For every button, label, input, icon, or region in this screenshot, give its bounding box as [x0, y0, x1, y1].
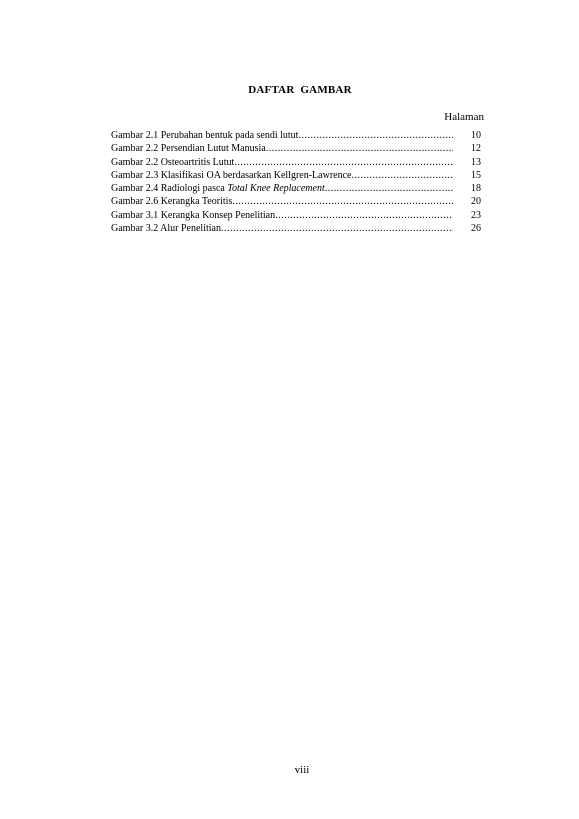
toc-entry-text: Gambar 3.1 Kerangka Konsep Penelitian [111, 209, 276, 221]
page-column-header: Halaman [444, 111, 484, 123]
toc-entry-label [111, 182, 325, 195]
toc-entry-left [111, 156, 453, 169]
list-of-figures [111, 129, 485, 235]
toc-entry[interactable] [111, 156, 485, 169]
page-title: DAFTAR GAMBAR [248, 84, 352, 96]
page-number: viii [294, 764, 310, 776]
toc-entry-left [111, 222, 453, 235]
toc-entry[interactable] [111, 129, 485, 142]
toc-entry-left [111, 169, 453, 182]
toc-entry-page: 13 [471, 156, 481, 168]
toc-entry-label [111, 142, 266, 155]
toc-entry-text: Gambar 2.4 Radiologi pasca [111, 183, 228, 195]
toc-entry-label [111, 209, 275, 222]
toc-entry-label [111, 222, 221, 235]
toc-entry[interactable] [111, 182, 485, 195]
dot-leader [266, 142, 453, 155]
toc-entry[interactable] [111, 209, 485, 222]
toc-entry-label [111, 156, 234, 169]
toc-entry-label [111, 129, 298, 142]
toc-entry[interactable] [111, 195, 485, 208]
toc-entry-page: 18 [471, 183, 481, 195]
dot-leader [298, 129, 453, 142]
toc-entry-page: 26 [471, 223, 481, 235]
toc-entry-left [111, 129, 453, 142]
toc-entry-text: Gambar 2.2 Osteoartritis Lutut [111, 156, 235, 168]
toc-entry[interactable] [111, 222, 485, 235]
toc-entry-page: 12 [471, 143, 481, 155]
toc-entry-text: Gambar 2.6 Kerangka Teoritis [111, 196, 233, 208]
dot-leader [232, 195, 453, 208]
toc-entry-text: Gambar 3.2 Alur Penelitian [111, 223, 221, 235]
dot-leader [325, 182, 453, 195]
toc-entry-left [111, 182, 453, 195]
toc-entry-page: 20 [471, 196, 481, 208]
toc-entry-label [111, 169, 351, 182]
toc-entry-page: 15 [471, 169, 481, 181]
toc-entry-left [111, 142, 453, 155]
toc-entry-left [111, 209, 453, 222]
toc-entry[interactable] [111, 142, 485, 155]
toc-entry-page: 23 [471, 209, 481, 221]
toc-entry-left [111, 195, 453, 208]
toc-entry-text: Gambar 2.1 Perubahan bentuk pada sendi lutut [111, 130, 299, 141]
toc-entry-text: Gambar 2.3 Klasifikasi OA berdasarkan Kellgren-Lawrence [111, 169, 352, 181]
dot-leader [221, 222, 453, 235]
toc-entry-italic-text: Total Knee Replacement [227, 183, 325, 195]
dot-leader [275, 209, 453, 222]
toc-entry-label [111, 195, 232, 208]
toc-entry-page: 10 [471, 130, 481, 141]
toc-entry[interactable] [111, 169, 485, 182]
dot-leader [351, 169, 453, 182]
dot-leader [234, 156, 453, 169]
toc-entry-text: Gambar 2.2 Persendian Lutut Manusia [111, 143, 266, 155]
